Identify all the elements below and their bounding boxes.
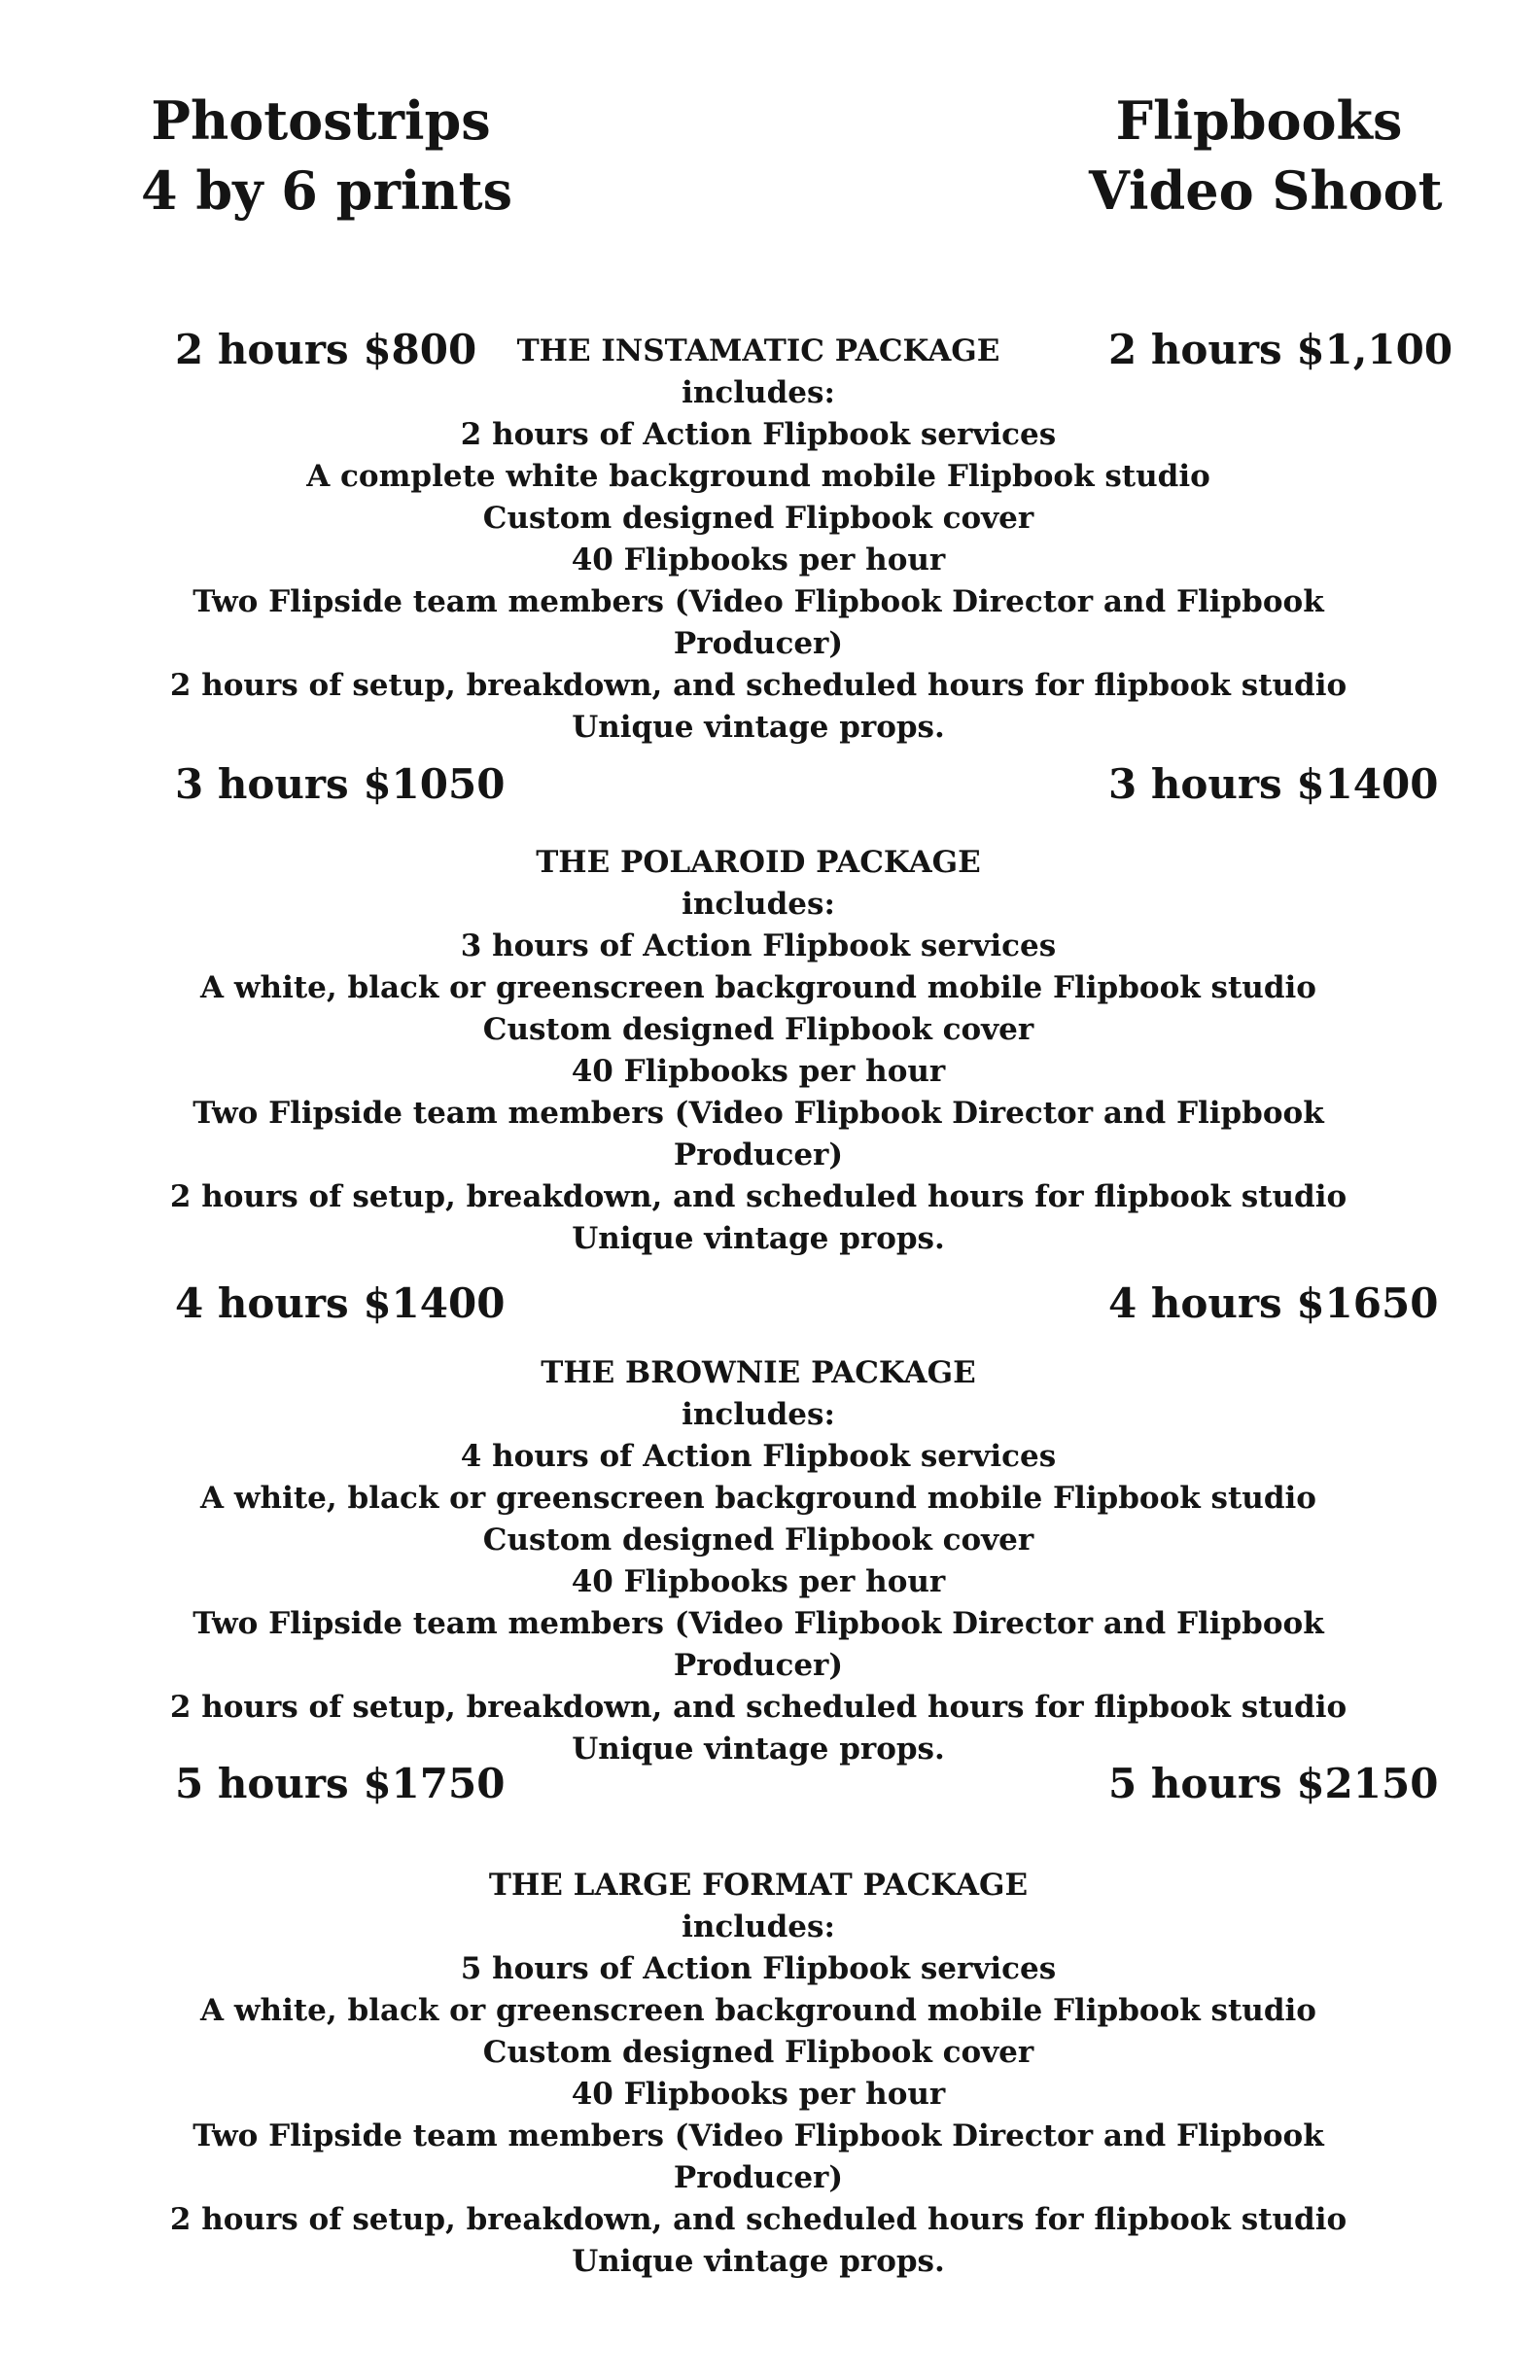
package-line: A white, black or greenscreen background mobile Flipbook studio bbox=[200, 970, 1316, 1005]
package-line: Custom designed Flipbook cover bbox=[482, 1522, 1034, 1558]
package-line: Unique vintage props. bbox=[572, 2244, 945, 2279]
package-line: 4 hours of Action Flipbook services bbox=[460, 1439, 1057, 1474]
package-title: THE POLAROID PACKAGE bbox=[536, 845, 981, 880]
flipbook-price: 5 hours $2150 bbox=[1108, 1760, 1439, 1807]
package-line: 40 Flipbooks per hour bbox=[571, 1564, 946, 1599]
flipbooks-column-header bbox=[1089, 86, 1443, 226]
package-line: Custom designed Flipbook cover bbox=[482, 501, 1034, 536]
package-line: 2 hours of setup, breakdown, and scheduled hours for flipbook studio bbox=[169, 1690, 1348, 1725]
package-title: THE INSTAMATIC PACKAGE bbox=[516, 333, 1000, 368]
package-line: 5 hours of Action Flipbook services bbox=[460, 1951, 1057, 1986]
package-line: 40 Flipbooks per hour bbox=[571, 542, 946, 578]
flipbook-price: 3 hours $1400 bbox=[1108, 760, 1439, 808]
instamatic-package bbox=[97, 331, 1419, 749]
package-line: Unique vintage props. bbox=[572, 1732, 945, 1767]
flipbook-price: 4 hours $1650 bbox=[1108, 1279, 1439, 1327]
flipbook-price: 2 hours $1,100 bbox=[1108, 326, 1453, 373]
package-line: Producer) bbox=[673, 1138, 844, 1172]
package-line: includes: bbox=[682, 887, 835, 922]
brownie-package bbox=[97, 1352, 1419, 1770]
package-line: Two Flipside team members (Video Flipbook Director and Flipbook bbox=[192, 584, 1324, 619]
package-title: THE BROWNIE PACKAGE bbox=[541, 1355, 976, 1390]
package-line: 2 hours of setup, breakdown, and scheduled hours for flipbook studio bbox=[169, 668, 1348, 703]
photostrips-column-header bbox=[141, 86, 513, 226]
photostrip-price: 4 hours $1400 bbox=[175, 1279, 506, 1327]
package-line: Custom designed Flipbook cover bbox=[482, 1012, 1034, 1047]
polaroid-package bbox=[97, 842, 1419, 1260]
package-line: A white, black or greenscreen background mobile Flipbook studio bbox=[200, 1993, 1316, 2028]
package-line: 2 hours of Action Flipbook services bbox=[460, 417, 1057, 452]
package-line: A complete white background mobile Flipbook studio bbox=[306, 459, 1210, 494]
package-line: 2 hours of setup, breakdown, and scheduled hours for flipbook studio bbox=[169, 1179, 1348, 1214]
package-line: A white, black or greenscreen background mobile Flipbook studio bbox=[200, 1481, 1316, 1516]
package-line: Unique vintage props. bbox=[572, 710, 945, 745]
package-line: Producer) bbox=[673, 1648, 844, 1683]
package-line: 40 Flipbooks per hour bbox=[571, 2077, 946, 2112]
package-line: Producer) bbox=[673, 626, 844, 661]
package-title: THE LARGE FORMAT PACKAGE bbox=[488, 1868, 1029, 1903]
package-line: Two Flipside team members (Video Flipbook Director and Flipbook bbox=[192, 2118, 1324, 2153]
photostrip-price: 2 hours $800 bbox=[175, 326, 477, 373]
package-line: 40 Flipbooks per hour bbox=[571, 1054, 946, 1089]
package-line: Producer) bbox=[673, 2160, 844, 2195]
package-line: includes: bbox=[682, 375, 835, 410]
column-header-line: Flipbooks bbox=[1115, 89, 1403, 152]
package-line: Two Flipside team members (Video Flipbook Director and Flipbook bbox=[192, 1606, 1324, 1641]
package-line: includes: bbox=[682, 1909, 835, 1944]
package-line: Custom designed Flipbook cover bbox=[482, 2035, 1034, 2070]
photostrip-price: 5 hours $1750 bbox=[175, 1760, 506, 1807]
package-line: 2 hours of setup, breakdown, and scheduled hours for flipbook studio bbox=[169, 2202, 1348, 2237]
column-header-line: Photostrips bbox=[151, 89, 491, 152]
package-line: 3 hours of Action Flipbook services bbox=[460, 928, 1057, 963]
large-format-package bbox=[97, 1865, 1419, 2283]
photostrip-price: 3 hours $1050 bbox=[175, 760, 506, 808]
column-header-line: 4 by 6 prints bbox=[141, 159, 513, 222]
package-line: Unique vintage props. bbox=[572, 1221, 945, 1256]
package-line: Two Flipside team members (Video Flipbook Director and Flipbook bbox=[192, 1096, 1324, 1131]
package-line: includes: bbox=[682, 1397, 835, 1432]
column-header-line: Video Shoot bbox=[1089, 159, 1443, 222]
